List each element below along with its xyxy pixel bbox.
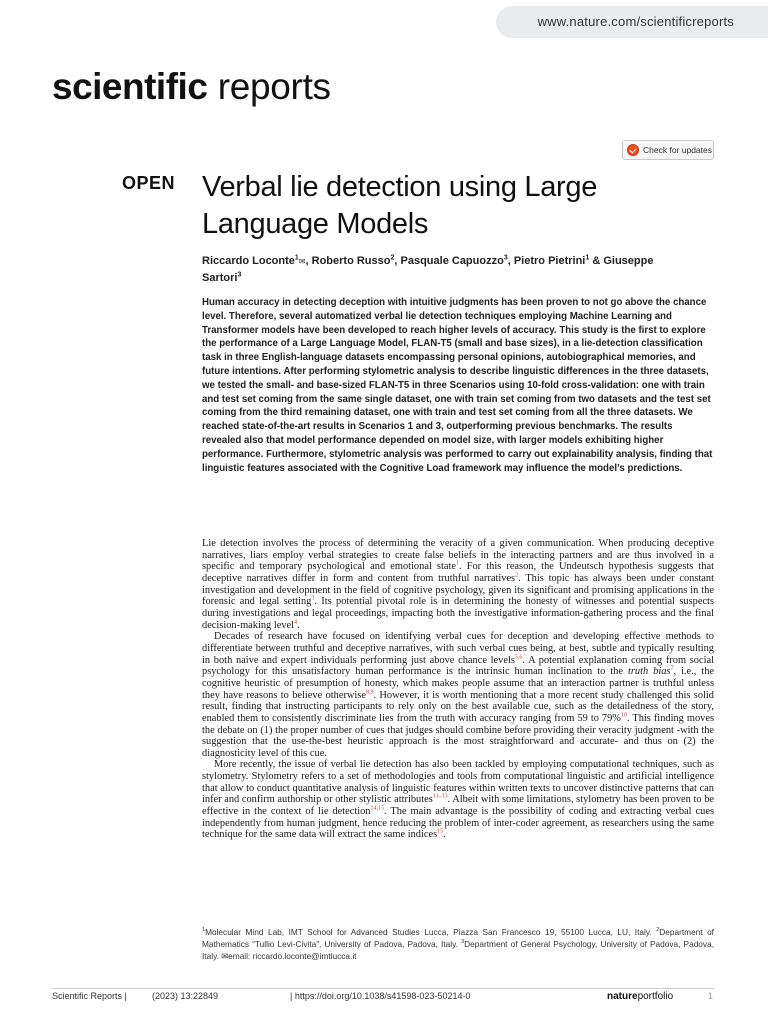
citation-ref[interactable]: 10 bbox=[620, 712, 627, 719]
journal-logo[interactable] bbox=[52, 64, 331, 110]
citation-ref[interactable]: 5,6 bbox=[514, 654, 523, 661]
author-name[interactable]: Pasquale Capuozzo bbox=[400, 255, 504, 267]
open-access-label: OPEN bbox=[122, 173, 176, 193]
text-run: . The main advantage is the possibility of coding and extracting verbal cues independently from human judgment, hence reducing the problem of inter-coder agreement, as researchers using the same technique for the same data will extract the same indices bbox=[202, 806, 715, 841]
citation-ref[interactable]: 8,9 bbox=[365, 689, 374, 696]
text-run: . A potential explanation coming from social psychology for this unsatisfactory human performance is the intrinsic human inclination to the bbox=[202, 654, 714, 678]
citation-ref[interactable]: 3 bbox=[311, 595, 315, 602]
author-affiliation-ref[interactable]: 2 bbox=[390, 254, 395, 262]
footer-doi-link[interactable]: | https://doi.org/10.1038/s41598-023-50214-0 bbox=[290, 991, 471, 1001]
author-affiliation-ref[interactable]: 1 bbox=[585, 254, 590, 262]
citation-ref[interactable]: 4 bbox=[294, 619, 298, 626]
author-list bbox=[202, 253, 672, 286]
text-run: . Its potential pivotal role is in determining the honesty of witnesses and potential suspects during investigations and legal proceedings, impacting both the investigative information-gathering process and the final decision-making level bbox=[202, 596, 714, 631]
author-name[interactable]: Roberto Russo bbox=[311, 255, 391, 267]
text-run: Decades of research have focused on identifying verbal cues for deception and developing effective methods to differentiate between truthful and deceptive narratives, with such verbal cues being, at best, subtle and typically resulting in both naive and expert individuals performing just above chance levels bbox=[202, 631, 714, 666]
brand-bold: nature bbox=[607, 991, 638, 1002]
citation-ref[interactable]: 3 bbox=[461, 939, 465, 946]
text-run: . Albeit with some limitations, stylometry has been proven to be effective in the context of lie detection bbox=[202, 794, 714, 818]
author-name[interactable]: Giuseppe Sartori bbox=[202, 255, 654, 284]
check-for-updates-label: Check for updates bbox=[643, 145, 712, 155]
footer-volume: (2023) 13:22849 bbox=[152, 991, 219, 1001]
footer-journal: Scientific Reports | bbox=[52, 991, 127, 1001]
text-run: , i.e., the cognitive heuristic of presumption of honesty, which makes people assume that an interaction partner is truthful unless they have reasons to believe otherwise bbox=[202, 666, 715, 701]
citation-ref[interactable]: 1 bbox=[202, 927, 206, 934]
citation-ref[interactable]: 2 bbox=[656, 927, 660, 934]
citation-ref[interactable]: 1 bbox=[455, 560, 459, 567]
article-body bbox=[202, 538, 714, 841]
email-icon: ✉ bbox=[221, 951, 229, 961]
nature-portfolio-logo bbox=[607, 991, 673, 1002]
citation-ref[interactable]: 2 bbox=[515, 572, 519, 579]
citation-ref[interactable]: 14,15 bbox=[370, 805, 384, 812]
author-name[interactable]: Riccardo Loconte bbox=[202, 255, 295, 267]
author-name[interactable]: Pietro Pietrini bbox=[513, 255, 586, 267]
citation-ref[interactable]: 11–13 bbox=[432, 793, 448, 800]
author-separator: , bbox=[305, 255, 312, 267]
email-icon[interactable]: ✉ bbox=[298, 257, 306, 266]
text-run: Department of Mathematics “Tullio Levi-Civita”, University of Padova, Padova, Italy. bbox=[202, 927, 714, 949]
journal-url-link[interactable]: www.nature.com/scientificreports bbox=[537, 14, 734, 29]
journal-logo-bold: scientific bbox=[52, 66, 208, 107]
author-separator: , bbox=[507, 255, 514, 267]
body-paragraph bbox=[202, 759, 714, 841]
text-run: . bbox=[297, 619, 300, 631]
text-run: More recently, the issue of verbal lie detection has also been tackled by employing computational techniques, such as stylometry. Stylometry refers to a set of methodologies and tools from computational linguistic and artificial intelligence that allow to conduct quantitative analysis of linguistic features within written texts to uncover distinctive patterns that can infer and confirm authorship or other stylistic attributes bbox=[202, 759, 714, 806]
text-run: . This topic has always been under constant investigation and development in the field of cognitive psychology, given its significant and promising applications in the forensic and legal setting bbox=[202, 572, 715, 608]
author-separator: & bbox=[589, 255, 604, 267]
body-paragraph bbox=[202, 538, 714, 631]
abstract: Human accuracy in detecting deception with intuitive judgments has been proven to not go above the chance level. Therefore, several automatized verbal lie detection techniques employing Machine Learning and Transformer models have been developed to reach higher levels of accuracy. This study is the first to explore the performance of a Large Language Model, FLAN-T5 (small and base sizes), in a lie-detection classification task in three English-language datasets encompassing personal opinions, autobiographical memories, and future intentions. After performing stylometric analysis to describe linguistic differences in the three datasets, we tested the small- and base-sized FLAN-T5 in three Scenarios using 10-fold cross-validation: one with train and test set coming from the same single dataset, one with train set coming from two datasets and the test set coming from the third remaining dataset, one with train and test set coming from all the three datasets. We reached state-of-the-art results in Scenarios 1 and 3, outperforming previous benchmarks. The results revealed also that model performance depended on model size, with larger models exhibiting higher performance. Furthermore, stylometric analysis was performed to carry out explainability analysis, finding that linguistic features associated with the Cognitive Load framework may influence the model’s predictions. bbox=[202, 297, 713, 474]
text-run: Molecular Mind Lab, IMT School for Advanced Studies Lucca, Piazza San Francesco 19, 55100 Lucca, LU, Italy. bbox=[205, 927, 657, 937]
check-for-updates-button[interactable] bbox=[622, 140, 714, 160]
author-affiliation-ref[interactable]: 3 bbox=[503, 254, 508, 262]
journal-logo-light: reports bbox=[217, 66, 331, 107]
text-run: Department of General Psychology, University of Padova, Padova, Italy. bbox=[202, 939, 714, 961]
text-run: email: riccardo.loconte@imtlucca.it bbox=[228, 951, 357, 961]
citation-ref[interactable]: 7 bbox=[670, 665, 674, 672]
text-run: . However, it is worth mentioning that a more recent study challenged this solid result, finding that instructing participants to rely only on the best available cue, such as the detailedness of the story, enabled them to consistently discriminate lies from the truth with accuracy ranging from 59 to 79% bbox=[202, 689, 714, 724]
text-run: . bbox=[443, 829, 446, 841]
text-run: . For this reason, the Undeutsch hypothesis suggests that deceptive narratives differ in form and content from truthful narratives bbox=[202, 561, 715, 584]
text-run: . This finding moves the debate on (1) the proper number of cues that judges should combine before providing their veracity judgment -with the suggestion that the use-the-best heuristic approach is the most straightforward and accurate- and thus on (2) the diagnosticity level of this cue. bbox=[202, 712, 714, 759]
brand-light: portfolio bbox=[637, 991, 674, 1002]
affiliations bbox=[202, 926, 714, 962]
article-title: Verbal lie detection using Large Language Models bbox=[202, 171, 598, 240]
text-run: Lie detection involves the process of determining the veracity of a given communication. When producing deceptive narratives, liars employ verbal strategies to create false beliefs in the interacting partners and are thus involved in a specific and temporary psychological and emotional state bbox=[202, 538, 714, 573]
citation-ref[interactable]: 15 bbox=[437, 828, 444, 835]
top-bar bbox=[0, 0, 768, 42]
page-number: 1 bbox=[708, 991, 714, 1001]
italic-term: truth bias bbox=[627, 666, 671, 678]
footer-divider bbox=[52, 988, 714, 989]
author-affiliation-ref[interactable]: 3 bbox=[237, 271, 242, 279]
author-separator: , bbox=[394, 255, 401, 267]
author-affiliation-ref[interactable]: 1 bbox=[294, 254, 299, 262]
body-paragraph bbox=[202, 631, 714, 759]
crossmark-icon bbox=[627, 144, 639, 156]
